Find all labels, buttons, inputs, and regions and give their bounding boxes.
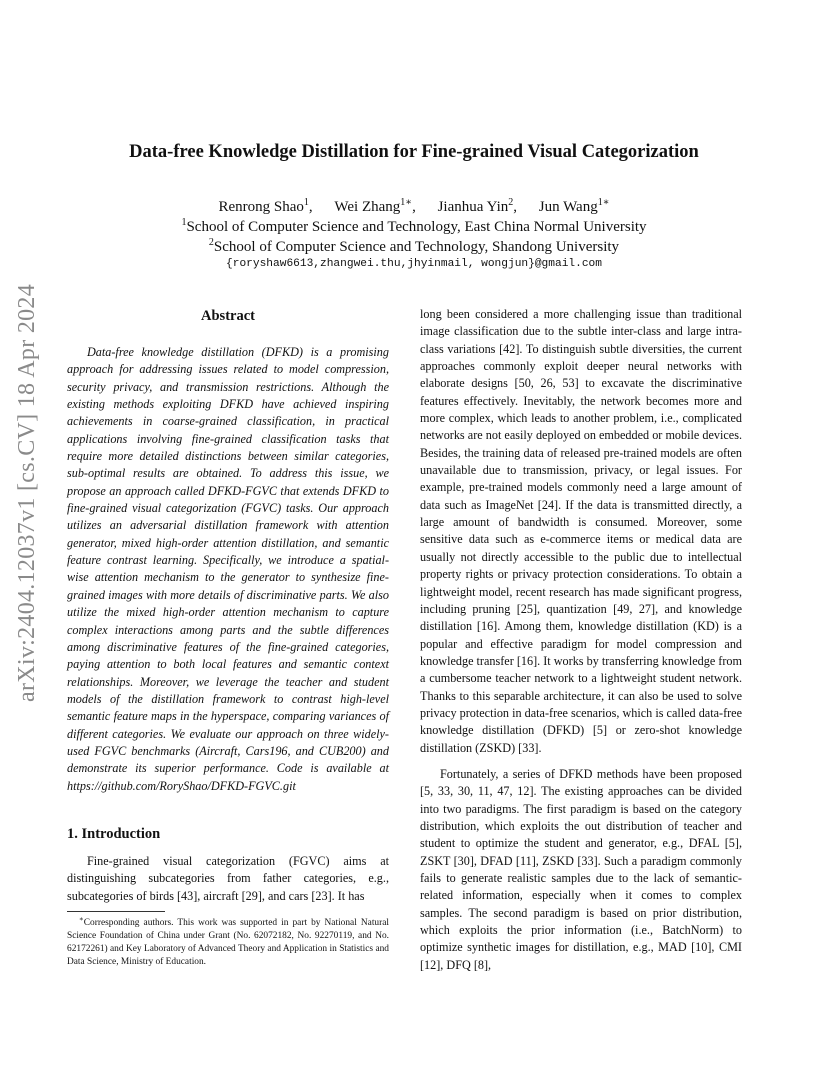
- author-mark: 1∗: [400, 197, 413, 208]
- footnote-divider: [67, 911, 165, 912]
- author-name: Wei Zhang: [334, 199, 401, 215]
- affiliation: [60, 233, 768, 257]
- author-mark: 1: [303, 197, 309, 208]
- arxiv-identifier: arXiv:2404.12037v1 [cs.CV] 18 Apr 2024: [14, 283, 40, 702]
- introduction-text-left: Fine-grained visual categorization (FGVC) aims at distinguishing subcategories from father categories, e.g., subcategories of birds [43], aircraft [29], and cars [23]. It has: [67, 854, 389, 903]
- right-column: [420, 306, 742, 974]
- introduction-paragraph: long been considered a more challenging issue than traditional image classification due to the subtle inter-class and large intra-class variations [42]. To distinguish subtle diversities, the current approaches commonly exploit deeper neural networks with elaborate designs [50, 26, 53] to excavate the discriminative features effectively. Inevitably, the network becomes more and more complex, which leads to another problem, i.e., complicated networks are not easily deployed on embedded or mobile devices. Besides, the training data of released pre-trained models are often unavailable due to transmission, privacy, or legal issues. For example, pre-trained models commonly need a large amount of data such as ImageNet [24]. If the data is transmitted directly, a large amount of bandwidth is consumed. Moreover, some sensitive data such as e-commerce items or medical data are usually not directly accessible to the public due to intellectual property rights or privacy protection considerations. To obtain a lightweight model, recent research has made significant progress, including pruning [25], quantization [49, 27], and knowledge distillation [16]. Among them, knowledge distillation (KD) is a popular and effective paradigm for model compression and knowledge transfer [16]. It works by transferring knowledge from a cumbersome teacher network to a lightweight student network. Thanks to this separable architecture, it can also be used to solve privacy protection in data-free scenarios, which is called data-free knowledge distillation (DFKD) [5] or zero-shot knowledge distillation (ZSKD) [33].: [420, 307, 742, 755]
- footnote: [67, 913, 389, 969]
- abstract-text: Data-free knowledge distillation (DFKD) is a promising approach for addressing issues related to model compression, security privacy, and transmission restrictions. Although the existing methods exploiting DFKD have achieved inspiring achievements in coarse-grained classification, in practical applications involving fine-grained classification tasks that require more detailed distinctions between similar categories, sub-optimal results are obtained. To address this issue, we propose an approach called DFKD-FGVC that extends DFKD to fine-grained visual categorization (FGVC) tasks. Our approach utilizes an adversarial distillation framework with attention generator, mixed high-order attention distillation, and semantic feature contrast learning. Specifically, we introduce a spatial-wise attention mechanism to the generator to synthesize fine-grained images with more details of discriminative parts. We also utilize the mixed high-order attention mechanism to capture complex interactions among parts and the subtle differences among discriminative features of the fine-grained categories, paying attention to both local features and semantic context relationships. Moreover, we leverage the teacher and student models of the distillation framework to contrast high-level semantic feature maps in the hyperspace, comparing variances of different categories. We evaluate our approach on three widely-used FGVC benchmarks (Aircraft, Cars196, and CUB200) and demonstrate its superior performance. Code is available at https://github.com/RoryShao/DFKD-FGVC.git: [67, 345, 389, 793]
- affiliation-mark: 1: [181, 217, 187, 228]
- affiliation-mark: 2: [208, 237, 214, 248]
- author-name: Jianhua Yin: [437, 199, 509, 215]
- paper-title: Data-free Knowledge Distillation for Fine-grained Visual Categorization: [129, 142, 699, 162]
- footnote-text: Corresponding authors. This work was supported in part by National Natural Science Foundation of China under Grant (No. 62072182, No. 92270119, and No. 62172261) and Key Laboratory of Advanced Theory and Application in Statistics and Data Science, Ministry of Education.: [67, 918, 389, 968]
- footnote-mark: ∗: [79, 915, 84, 923]
- introduction-paragraph: Fortunately, a series of DFKD methods have been proposed [5, 33, 30, 11, 47, 12]. The existing approaches can be divided into two paradigms. The first paradigm is based on the category distribution, which exploits the out distribution of teacher and student to optimize the student and generator, e.g., DFAL [5], ZSKT [30], DFAD [11], ZSKD [33]. Such a paradigm commonly fails to generate realistic samples due to the lack of semantic-related information, especially when it comes to complex samples. The second paradigm is based on prior distribution, which exploits the prior information (i.e., BatchNorm) to optimize synthetic images for distillation, e.g., MAD [10], CMI [12], DFQ [8],: [420, 766, 742, 972]
- author-name: Renrong Shao: [218, 199, 304, 215]
- author-name: Jun Wang: [538, 199, 598, 215]
- affiliation-text: School of Computer Science and Technology, Shandong University: [213, 239, 620, 255]
- author-mark: 2: [508, 197, 514, 208]
- author-separator: ,: [513, 199, 518, 215]
- author-mark: 1∗: [597, 197, 610, 208]
- author-separator: ,: [308, 199, 313, 215]
- author-emails: {roryshaw6613,zhangwei.thu,jhyinmail, wongjun}@gmail.com: [226, 258, 602, 270]
- introduction-heading: 1. Introduction: [67, 826, 161, 842]
- abstract-heading: Abstract: [201, 308, 255, 324]
- affiliation-text: School of Computer Science and Technology, East China Normal University: [186, 219, 647, 235]
- author-separator: ,: [412, 199, 416, 215]
